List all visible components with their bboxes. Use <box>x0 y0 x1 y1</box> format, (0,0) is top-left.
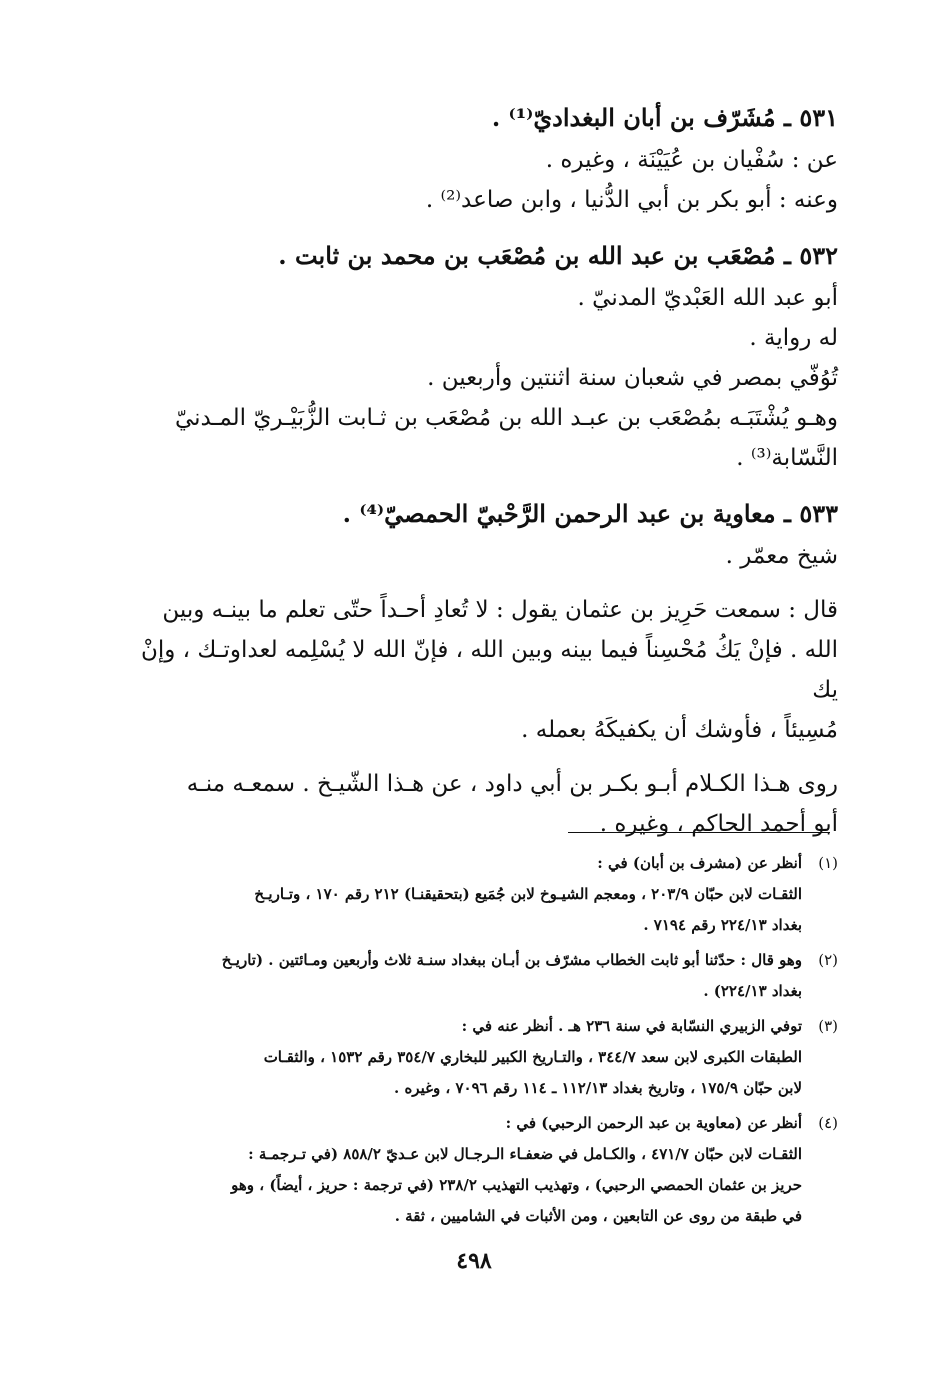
footnote-3 <box>112 1011 838 1104</box>
footnote-body <box>112 1108 802 1232</box>
spacer <box>112 750 838 764</box>
page-number: ٤٩٨ <box>456 1248 492 1274</box>
footnote-line: توفي الزبيري النسّابة في سنة ٢٣٦ هـ . أنظر عنه في : <box>461 1017 802 1035</box>
entry-533 <box>112 492 838 844</box>
footnote-number: (٢) <box>818 951 838 969</box>
spacer <box>112 576 838 590</box>
entry-line: عن : سُفْيان بن عُيَيْنَة ، وغيره . <box>545 147 838 173</box>
paragraph-line: أبو أحمد الحاكم ، وغيره . <box>599 811 838 837</box>
footnote-1 <box>112 848 838 941</box>
footnote-2 <box>112 945 838 1007</box>
paragraph-line: قال : سمعت حَرِيز بن عثمان يقول : لا تُعادِ أحـداً حتّى تعلم ما بينـه وبين <box>162 597 838 623</box>
footnote-line: الثقـات لابن حبّان ٤٧١/٧ ، والكـامل في ضعفـاء الـرجـال لابن عـديّ ٨٥٨/٢ (في تـرجمـة : <box>248 1145 802 1163</box>
footnote-line: في طبقة من روى عن التابعين ، ومن الأثبات في الشاميين ، ثقة . <box>394 1207 802 1225</box>
entry-line: له رواية . <box>749 325 838 351</box>
footnote-body <box>112 848 802 941</box>
footnotes <box>112 848 838 1236</box>
entry-heading: ٥٣٢ ـ مُصْعَب بن عبد الله بن مُصْعَب بن محمد بن ثابت . <box>278 241 838 270</box>
entry-line: وعنه : أبو بكر بن أبي الدُّنيا ، وابن صاعد⁽²⁾ . <box>425 187 838 213</box>
footnote-body <box>112 1011 802 1104</box>
entry-line: وهـو يُشْتَبَـه بمُصْعَب بن عبـد الله بن مُصْعَب بن ثـابت الزُّبَيْـريّ المـدنيّ <box>174 405 838 431</box>
footnote-4 <box>112 1108 838 1232</box>
footnote-line: بغداد ٢٢٤/١٣) . <box>703 982 802 1000</box>
spacer <box>112 478 838 492</box>
entry-line: شيخ معمّر . <box>725 543 838 569</box>
entry-532 <box>112 234 838 478</box>
entry-heading: ٥٣٣ ـ معاوية بن عبد الرحمن الرَّحْبيّ الحمصيّ⁽⁴⁾ . <box>342 499 838 528</box>
spacer <box>112 220 838 234</box>
footnote-number: (٣) <box>818 1017 838 1035</box>
main-text <box>112 96 838 844</box>
paragraph-line: مُسِيئاً ، فأوشك أن يكفيكَهُ بعمله . <box>521 717 838 743</box>
entry-line: أبو عبد الله العَبْديّ المدنيّ . <box>577 285 838 311</box>
footnote-number: (٤) <box>818 1114 838 1132</box>
paragraph-line: روى هـذا الكـلام أبـو بكـر بن أبي داود ، عن هـذا الشّيـخ . سمعـه منـه <box>186 771 838 797</box>
footnote-separator <box>568 832 830 833</box>
paragraph-line: الله . فإنْ يَكُ مُحْسِناً فيما بينه وبين الله ، فإنّ الله لا يُسْلِمه لعداوتـك ، وإنْ يك <box>140 637 838 703</box>
entry-line: النَّسّابة⁽³⁾ . <box>736 445 838 471</box>
footnote-line: حريز بن عثمان الحمصي الرحبي) ، وتهذيب التهذيب ٢٣٨/٢ (في ترجمة : حريز ، أيضاً) ، وهو <box>231 1176 802 1194</box>
footnote-number: (١) <box>818 854 838 872</box>
footnote-line: أنظر عن (معاوية بن عبد الرحمن الرحبي) في : <box>505 1114 802 1132</box>
footnote-line: وهو قال : حدّثنا أبو ثابت الخطاب مشرّف بن أبـان ببغداد سنـة ثلاث وأربعين ومـائتين . (تاريـخ <box>221 951 802 969</box>
entry-531 <box>112 96 838 220</box>
footnote-line: الثقـات لابن حبّان ٢٠٣/٩ ، ومعجم الشيـوخ لابن جُمَيع (بتحقيقنـا) ٢١٢ رقم ١٧٠ ، وتـاريـخ <box>254 885 802 903</box>
entry-heading: ٥٣١ ـ مُشَرّف بن أبان البغداديّ⁽¹⁾ . <box>491 103 838 132</box>
footnote-line: بغداد ٢٢٤/١٣ رقم ٧١٩٤ . <box>643 916 802 934</box>
footnote-line: أنظر عن (مشرف بن أبان) في : <box>597 854 802 872</box>
entry-line: تُوُفّي بمصر في شعبان سنة اثنتين وأربعين . <box>427 365 838 391</box>
quote-paragraph <box>112 590 838 750</box>
footnote-line: لابن حبّان ١٧٥/٩ ، وتاريخ بغداد ١١٢/١٣ ـ ١١٤ رقم ٧٠٩٦ ، وغيره . <box>394 1079 802 1097</box>
footnote-body <box>112 945 802 1007</box>
footnote-line: الطبقات الكبرى لابن سعد ٣٤٤/٧ ، والتـاريخ الكبير للبخاري ٣٥٤/٧ رقم ١٥٣٢ ، والثقـات <box>263 1048 802 1066</box>
